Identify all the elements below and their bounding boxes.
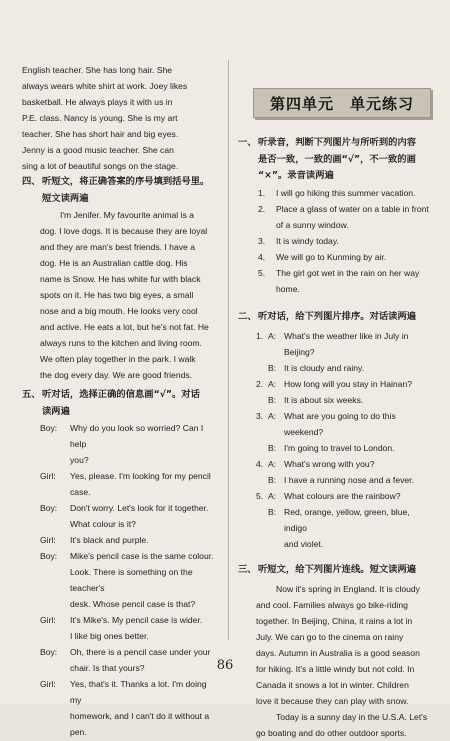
passage-line: for hiking. It's a little windy but not cold. In [256,663,415,674]
section-4-number: 四、 [22,176,41,187]
dialogue-line: Why do you look so worried? Can I help [70,423,204,449]
list-item [238,233,434,249]
dialogue-line-b [238,360,434,376]
passage-line: teacher. She has short hair and big eyes. [22,129,179,139]
section-4-title [22,174,218,207]
passage-line: and cool. Families always go bike-riding [256,599,408,610]
speaker-label: Girl: [40,471,56,481]
passage-line: name is Snow. He has white fur with black [40,274,201,284]
dialogue-text: It is cloudy and rainy. [284,363,365,373]
right-column [238,135,434,741]
section-2-title [238,309,434,326]
item-line: We will go to Kunming by air. [276,251,387,262]
dialogue-text: It is about six weeks. [284,395,364,405]
passage-line: P.E. class. Nancy is young. She is my art [22,113,178,123]
left-column [22,62,218,740]
speaker-label: Girl: [40,679,56,689]
passage-line: always wears white shirt at work. Joey likes [22,81,188,91]
section-3-title-line1: 听短文，给下列图片连线。短文读两遍 [258,564,417,575]
speaker-b-label: B: [268,507,277,517]
dialogue-turn [22,532,218,548]
dialogue-line-b [238,440,434,456]
speaker-label: Boy: [40,647,58,657]
section-5-title-line2: 读两遍 [42,405,70,417]
page-number: 86 [216,658,234,673]
passage-line: the dog every day. We are good friends. [40,370,193,380]
item-number: 2. [258,203,266,214]
passage-line: go boating and do other outdoor sports. [256,727,407,738]
dialogue-line: Yes, that's it. Thanks a lot. I'm doing my [70,679,207,705]
item-number: 4. [256,459,264,469]
dialogue-text: I'm going to travel to London. [284,443,395,453]
item-number: 3. [256,411,264,421]
passage-line: Jenny is a good music teacher. She can [22,145,174,155]
dialogue-line-a [238,328,434,360]
section-2-number: 二、 [238,310,257,322]
speaker-b-label: B: [268,443,277,453]
speaker-label: Boy: [40,551,58,561]
dialogue-turn [22,676,218,740]
dialogue-text: Red, orange, yellow, green, blue, indigo [284,507,410,533]
section-1-items [238,185,434,297]
dialogue-turn [22,468,218,500]
dialogue-line: you? [70,455,89,465]
passage-line: always runs to the kitchen and living room. [40,338,202,348]
dialogue-line: Yes, please. I'm looking for my pencil [70,471,211,481]
speaker-b-label: B: [268,363,277,373]
item-number: 5. [258,267,266,278]
dialogue-line-b [238,392,434,408]
section-1-title-line3: “×”。录音读两遍 [258,170,334,181]
dialogue-line-a [238,408,434,440]
item-line: of a sunny window. [276,219,349,230]
dialogue-line-a [238,456,434,472]
section-1-title-line1: 听录音，判断下列图片与所听到的内容 [258,137,417,148]
speaker-a-label: A: [268,411,277,421]
passage-line: days. Autumn in Australia is a good season [256,647,420,658]
dialogue-line: chair. Is that yours? [70,663,145,673]
column-divider [228,60,229,640]
dialogue-line: It's Mike's. My pencil case is wider. [70,615,203,625]
dialogue-text: What colours are the rainbow? [284,491,401,501]
passage-line: nose and a big mouth. He looks very cool [40,306,198,316]
dialogue-line-a [238,488,434,504]
dialogue-line: case. [70,487,91,497]
item-number: 5. [256,491,264,501]
dialogue-text: What's wrong with you? [284,459,375,469]
speaker-a-label: A: [268,491,277,501]
dialogue-line: homework, and I can't do it without a pen. [70,711,210,737]
passage-line: I'm Jenifer. My favourite animal is a [60,210,194,220]
section-4-title-line2: 短文读两遍 [42,192,89,204]
item-number: 3. [258,235,266,246]
passage-line: and they are man's best friends. I have a [40,242,195,252]
section-3-number: 三、 [238,564,257,575]
section-5-number: 五、 [22,389,41,400]
dialogue-line: Don't worry. Let's look for it together. [70,503,209,513]
passage-line: Now it's spring in England. It is cloudy [276,583,420,594]
dialogue-line: I like big ones better. [70,631,149,641]
dialogue-line: It's black and purple. [70,535,149,545]
dialogue-text: How long will you stay in Hainan? [284,379,413,389]
dialogue-line-b [238,504,434,552]
speaker-a-label: A: [268,379,277,389]
speaker-a-label: A: [268,459,277,469]
speaker-a-label: A: [268,331,277,341]
list-item [238,265,434,297]
section-4-passage [22,207,218,383]
passage-line: sing a lot of beautiful songs on the stage. [22,161,179,171]
section-2-items [238,328,434,552]
dialogue-turn [22,420,218,468]
speaker-label: Girl: [40,615,56,625]
dialogue-line: Oh, there is a pencil case under your [70,647,211,657]
speaker-label: Boy: [40,423,58,433]
passage-line: Today is a sunny day in the U.S.A. Let's [276,711,428,722]
section-3-title [238,562,434,579]
dialogue-line: What colour is it? [70,519,136,529]
section-5-title [22,387,218,420]
passage-line: together. In Beijing, China, it rains a lot in [256,615,413,626]
dialogue-text: I have a running nose and a fever. [284,475,414,485]
dialogue-turn [22,500,218,532]
passage-line: dog. He is an Australian cattle dog. His [40,258,188,268]
item-number: 1. [256,331,264,341]
dialogue-line-b [238,472,434,488]
item-line: I will go hiking this summer vacation. [276,187,416,198]
list-item [238,249,434,265]
passage-line: dog. I love dogs. It is because they are loyal [40,226,208,236]
speaker-label: Girl: [40,535,56,545]
passage-line: love it because they can play with snow. [256,695,409,706]
list-item [238,201,434,233]
speaker-b-label: B: [268,395,277,405]
section-2-title-line1: 听对话，给下列图片排序。对话读两遍 [258,310,417,322]
section-1-title [238,135,434,185]
speaker-b-label: B: [268,475,277,485]
intro-passage [22,62,218,174]
section-4-title-line1: 听短文，将正确答案的序号填到括号里。 [42,176,210,187]
passage-line: July. We can go to the cinema on rainy [256,631,404,642]
passage-line: Canada it snows a lot in winter. Children [256,679,409,690]
section-5-dialogue [22,420,218,740]
item-number: 4. [258,251,266,262]
dialogue-line-a [238,376,434,392]
dialogue-turn [22,612,218,644]
dialogue-text: What's the weather like in July in Beijing? [284,331,409,357]
dialogue-line: desk. Whose pencil case is that? [70,599,196,609]
section-5-title-line1: 听对话，选择正确的信息画“√”。对话 [42,389,200,400]
dialogue-text: and violet. [284,539,324,549]
dialogue-text: What are you going to do this weekend? [284,411,396,437]
dialogue-line: Look. There is something on the teacher's [70,567,193,593]
item-line: It is windy today. [276,235,339,246]
dialogue-line: Mike's pencil case is the same colour. [70,551,214,561]
item-line: The girl got wet in the rain on her way home. [276,267,420,294]
list-item [238,185,434,201]
unit-title-box [253,88,431,118]
passage-line: English teacher. She has long hair. She [22,65,173,75]
section-1-title-line2: 是否一致，一致的画“√”，不一致的画 [258,153,416,165]
passage-line: spots on it. He has two big eyes, a small [40,290,194,300]
item-number: 1. [258,187,266,198]
speaker-label: Boy: [40,503,58,513]
dialogue-turn [22,548,218,612]
passage-line: We often play together in the park. I walk [40,354,196,364]
item-number: 2. [256,379,264,389]
item-line: Place a glass of water on a table in front [276,203,429,214]
passage-line: basketball. He always plays it with us in [22,97,173,107]
unit-title: 第四单元 单元练习 [269,94,414,113]
passage-line: and active. He eats a lot, but he's not fat. He [40,322,209,332]
section-1-number: 一、 [238,137,257,148]
